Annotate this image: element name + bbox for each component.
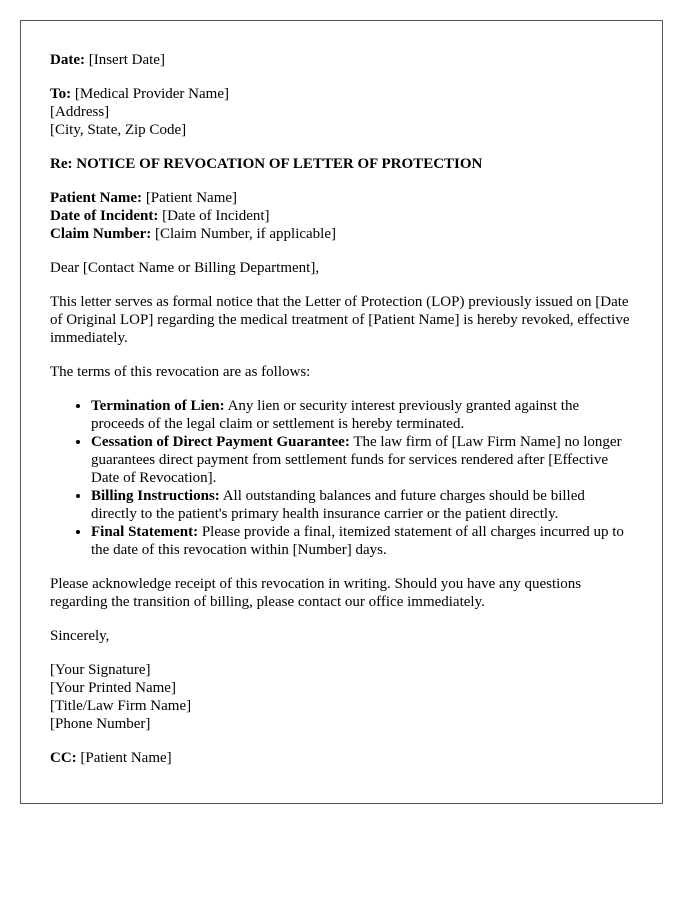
terms-list	[50, 397, 633, 559]
recipient-block: To: [Medical Provider Name] [Address] [City, State, Zip Code]	[50, 86, 229, 138]
date-line: Date: [Insert Date]	[50, 52, 165, 68]
list-item: • Cessation of Direct Payment Guarantee: The law firm of [Law Firm Name] no longer guarantees direct payment from settlement funds for services rendered after [Effective Date of Revocation].	[91, 433, 633, 487]
signature-block: [Your Signature] [Your Printed Name] [Title/Law Firm Name] [Phone Number]	[50, 662, 192, 732]
list-item: • Billing Instructions: All outstanding balances and future charges should be billed directly to the patient's primary health insurance carrier or the patient directly.	[91, 487, 633, 523]
salutation: Dear [Contact Name or Billing Department],	[50, 260, 320, 276]
cc-line: CC: [Patient Name]	[50, 750, 172, 766]
subject-line: Re: NOTICE OF REVOCATION OF LETTER OF PROTECTION	[50, 156, 483, 172]
intro-paragraph: This letter serves as formal notice that the Letter of Protection (LOP) previously issued on [Date of Original LOP] regarding the medical treatment of [Patient Name] is hereby revoked, effective immediately.	[50, 294, 630, 346]
letter	[20, 20, 663, 804]
list-item: • Final Statement: Please provide a final, itemized statement of all charges incurred up to the date of this revocation within [Number] days.	[91, 523, 633, 559]
closing-paragraph: Please acknowledge receipt of this revocation in writing. Should you have any questions regarding the transition of billing, please contact our office immediately.	[50, 576, 582, 610]
list-item: • Termination of Lien: Any lien or security interest previously granted against the proceeds of the legal claim or settlement is hereby terminated.	[91, 397, 633, 433]
claim-details: Patient Name: [Patient Name] Date of Incident: [Date of Incident] Claim Number: [Claim Number, if applicable]	[50, 190, 337, 242]
terms-intro: The terms of this revocation are as follows:	[50, 364, 311, 380]
sign-off: Sincerely,	[50, 628, 110, 644]
